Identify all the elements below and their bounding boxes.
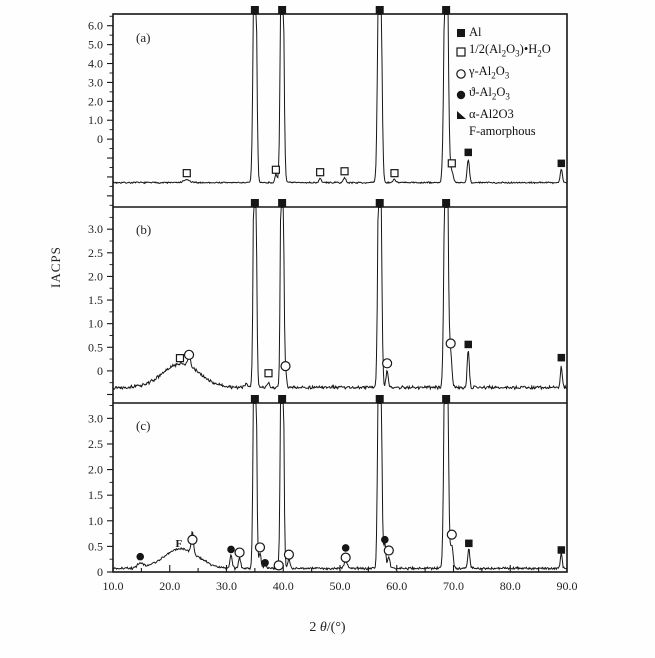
legend-item-label: $\gamma-Al_2O_3$ <box>469 63 510 80</box>
filled-circle-marker-icon <box>261 559 269 567</box>
amorphous-f-label: F <box>175 537 183 550</box>
open-circle-marker-icon <box>185 350 194 359</box>
filled-square-marker-icon <box>465 341 473 349</box>
filled-square-marker-icon <box>251 199 259 207</box>
legend-item-label: $1/2(Al_2O_3)•H_2O$ <box>469 42 551 59</box>
open-circle-marker-icon <box>281 362 290 371</box>
y-tick-label: 0 <box>97 363 103 378</box>
y-tick-label: 2.5 <box>88 245 103 260</box>
filled-square-marker-icon <box>558 546 566 554</box>
open-circle-marker-icon <box>384 546 393 555</box>
open-square-marker-icon <box>265 370 272 377</box>
y-tick-label: 1.0 <box>88 113 103 128</box>
x-tick-label: 70.0 <box>443 579 464 593</box>
y-tick-label: 0 <box>97 132 103 147</box>
open-square-marker-icon <box>183 170 190 177</box>
y-tick-label: 0.5 <box>88 340 103 355</box>
x-tick-label: 10.0 <box>102 579 124 593</box>
open-circle-marker-icon <box>284 550 293 559</box>
open-square-marker-icon <box>317 169 324 176</box>
filled-square-marker-icon <box>376 199 384 207</box>
filled-circle-marker-icon <box>136 553 144 561</box>
panel-a-label: (a) <box>136 30 151 45</box>
y-axis-panel-c <box>88 406 113 579</box>
y-tick-label: 3.0 <box>88 411 103 426</box>
legend-item-label: F-amorphous <box>469 123 536 138</box>
open-square-marker-icon <box>341 168 348 175</box>
x-tick-label: 40.0 <box>272 579 294 593</box>
y-axis-title: IACPS <box>48 246 63 288</box>
x-tick-label: 50.0 <box>329 579 351 593</box>
markers-panel-b <box>176 199 565 377</box>
legend-filled-square-icon <box>455 26 469 39</box>
filled-square-marker-icon <box>278 199 286 207</box>
open-circle-marker-icon <box>188 535 197 544</box>
y-tick-label: 3.0 <box>88 222 103 237</box>
legend-item <box>455 84 551 106</box>
x-tick-label: 30.0 <box>216 579 237 593</box>
legend-open-circle-icon <box>455 67 469 80</box>
filled-square-marker-icon <box>442 395 450 403</box>
y-tick-label: 0 <box>97 565 103 579</box>
filled-square-marker-icon <box>465 540 473 548</box>
legend-item <box>455 63 551 85</box>
x-axis-title-prefix: 2 <box>309 620 320 635</box>
filled-square-marker-icon <box>278 6 286 14</box>
y-tick-label: 1.5 <box>88 488 103 503</box>
filled-circle-marker-icon <box>342 544 350 552</box>
filled-circle-marker-icon <box>381 536 389 544</box>
y-tick-label: 5.0 <box>88 37 103 52</box>
filled-square-marker-icon <box>251 6 259 14</box>
legend-item-label: $ϑ-Al_2O_3$ <box>469 85 510 102</box>
legend-open-square-icon <box>455 45 469 58</box>
open-square-marker-icon <box>391 170 398 177</box>
open-square-marker-icon <box>272 166 279 173</box>
legend-item <box>455 106 551 123</box>
open-square-marker-icon <box>176 355 183 362</box>
x-tick-label: 90.0 <box>556 579 578 593</box>
open-circle-marker-icon <box>447 530 456 539</box>
x-axis-title <box>0 620 655 636</box>
x-axis-title-suffix: /(°) <box>326 620 346 635</box>
x-tick-label: 20.0 <box>159 579 181 593</box>
x-tick-label: 60.0 <box>386 579 408 593</box>
y-tick-label: 4.0 <box>88 56 103 71</box>
legend-item <box>455 41 551 63</box>
y-axis-panel-a <box>88 16 113 205</box>
y-tick-label: 3.0 <box>88 75 103 90</box>
legend-item <box>455 123 551 140</box>
open-circle-marker-icon <box>341 553 350 562</box>
markers-panel-c <box>136 395 565 570</box>
y-tick-label: 1.5 <box>88 293 103 308</box>
y-tick-label: 1.0 <box>88 316 103 331</box>
legend-half-triangle-icon <box>455 108 469 121</box>
x-tick-label: 80.0 <box>499 579 521 593</box>
legend-none <box>455 125 469 138</box>
legend-item-label: Al <box>469 25 482 39</box>
legend <box>455 24 551 140</box>
y-tick-label: 2.0 <box>88 94 103 109</box>
open-square-marker-icon <box>448 160 455 167</box>
open-circle-marker-icon <box>235 548 244 557</box>
legend-item <box>455 24 551 41</box>
legend-item-label: α-Al2O3 <box>469 106 514 121</box>
open-circle-marker-icon <box>446 339 455 348</box>
panel-c-label: (c) <box>136 418 151 433</box>
y-axis-panel-b <box>88 217 113 394</box>
filled-circle-marker-icon <box>227 546 235 554</box>
open-circle-marker-icon <box>383 359 392 368</box>
filled-square-marker-icon <box>251 395 259 403</box>
filled-square-marker-icon <box>442 6 450 14</box>
filled-square-marker-icon <box>376 395 384 403</box>
filled-square-marker-icon <box>558 354 566 362</box>
x-axis <box>103 565 578 593</box>
y-tick-label: 6.0 <box>88 18 103 33</box>
y-tick-label: 2.5 <box>88 436 103 451</box>
y-tick-label: 2.0 <box>88 462 103 477</box>
x-axis-title-theta: θ <box>319 620 327 635</box>
filled-square-marker-icon <box>376 6 384 14</box>
filled-square-marker-icon <box>558 160 566 168</box>
open-circle-marker-icon <box>274 561 283 570</box>
panel-b-label: (b) <box>136 222 152 237</box>
y-tick-label: 2.0 <box>88 269 103 284</box>
y-tick-label: 0.5 <box>88 539 103 554</box>
filled-square-marker-icon <box>442 199 450 207</box>
filled-square-marker-icon <box>278 395 286 403</box>
y-tick-label: 1.0 <box>88 513 103 528</box>
filled-square-marker-icon <box>465 149 473 157</box>
legend-filled-circle-icon <box>455 88 469 101</box>
open-circle-marker-icon <box>255 543 264 552</box>
